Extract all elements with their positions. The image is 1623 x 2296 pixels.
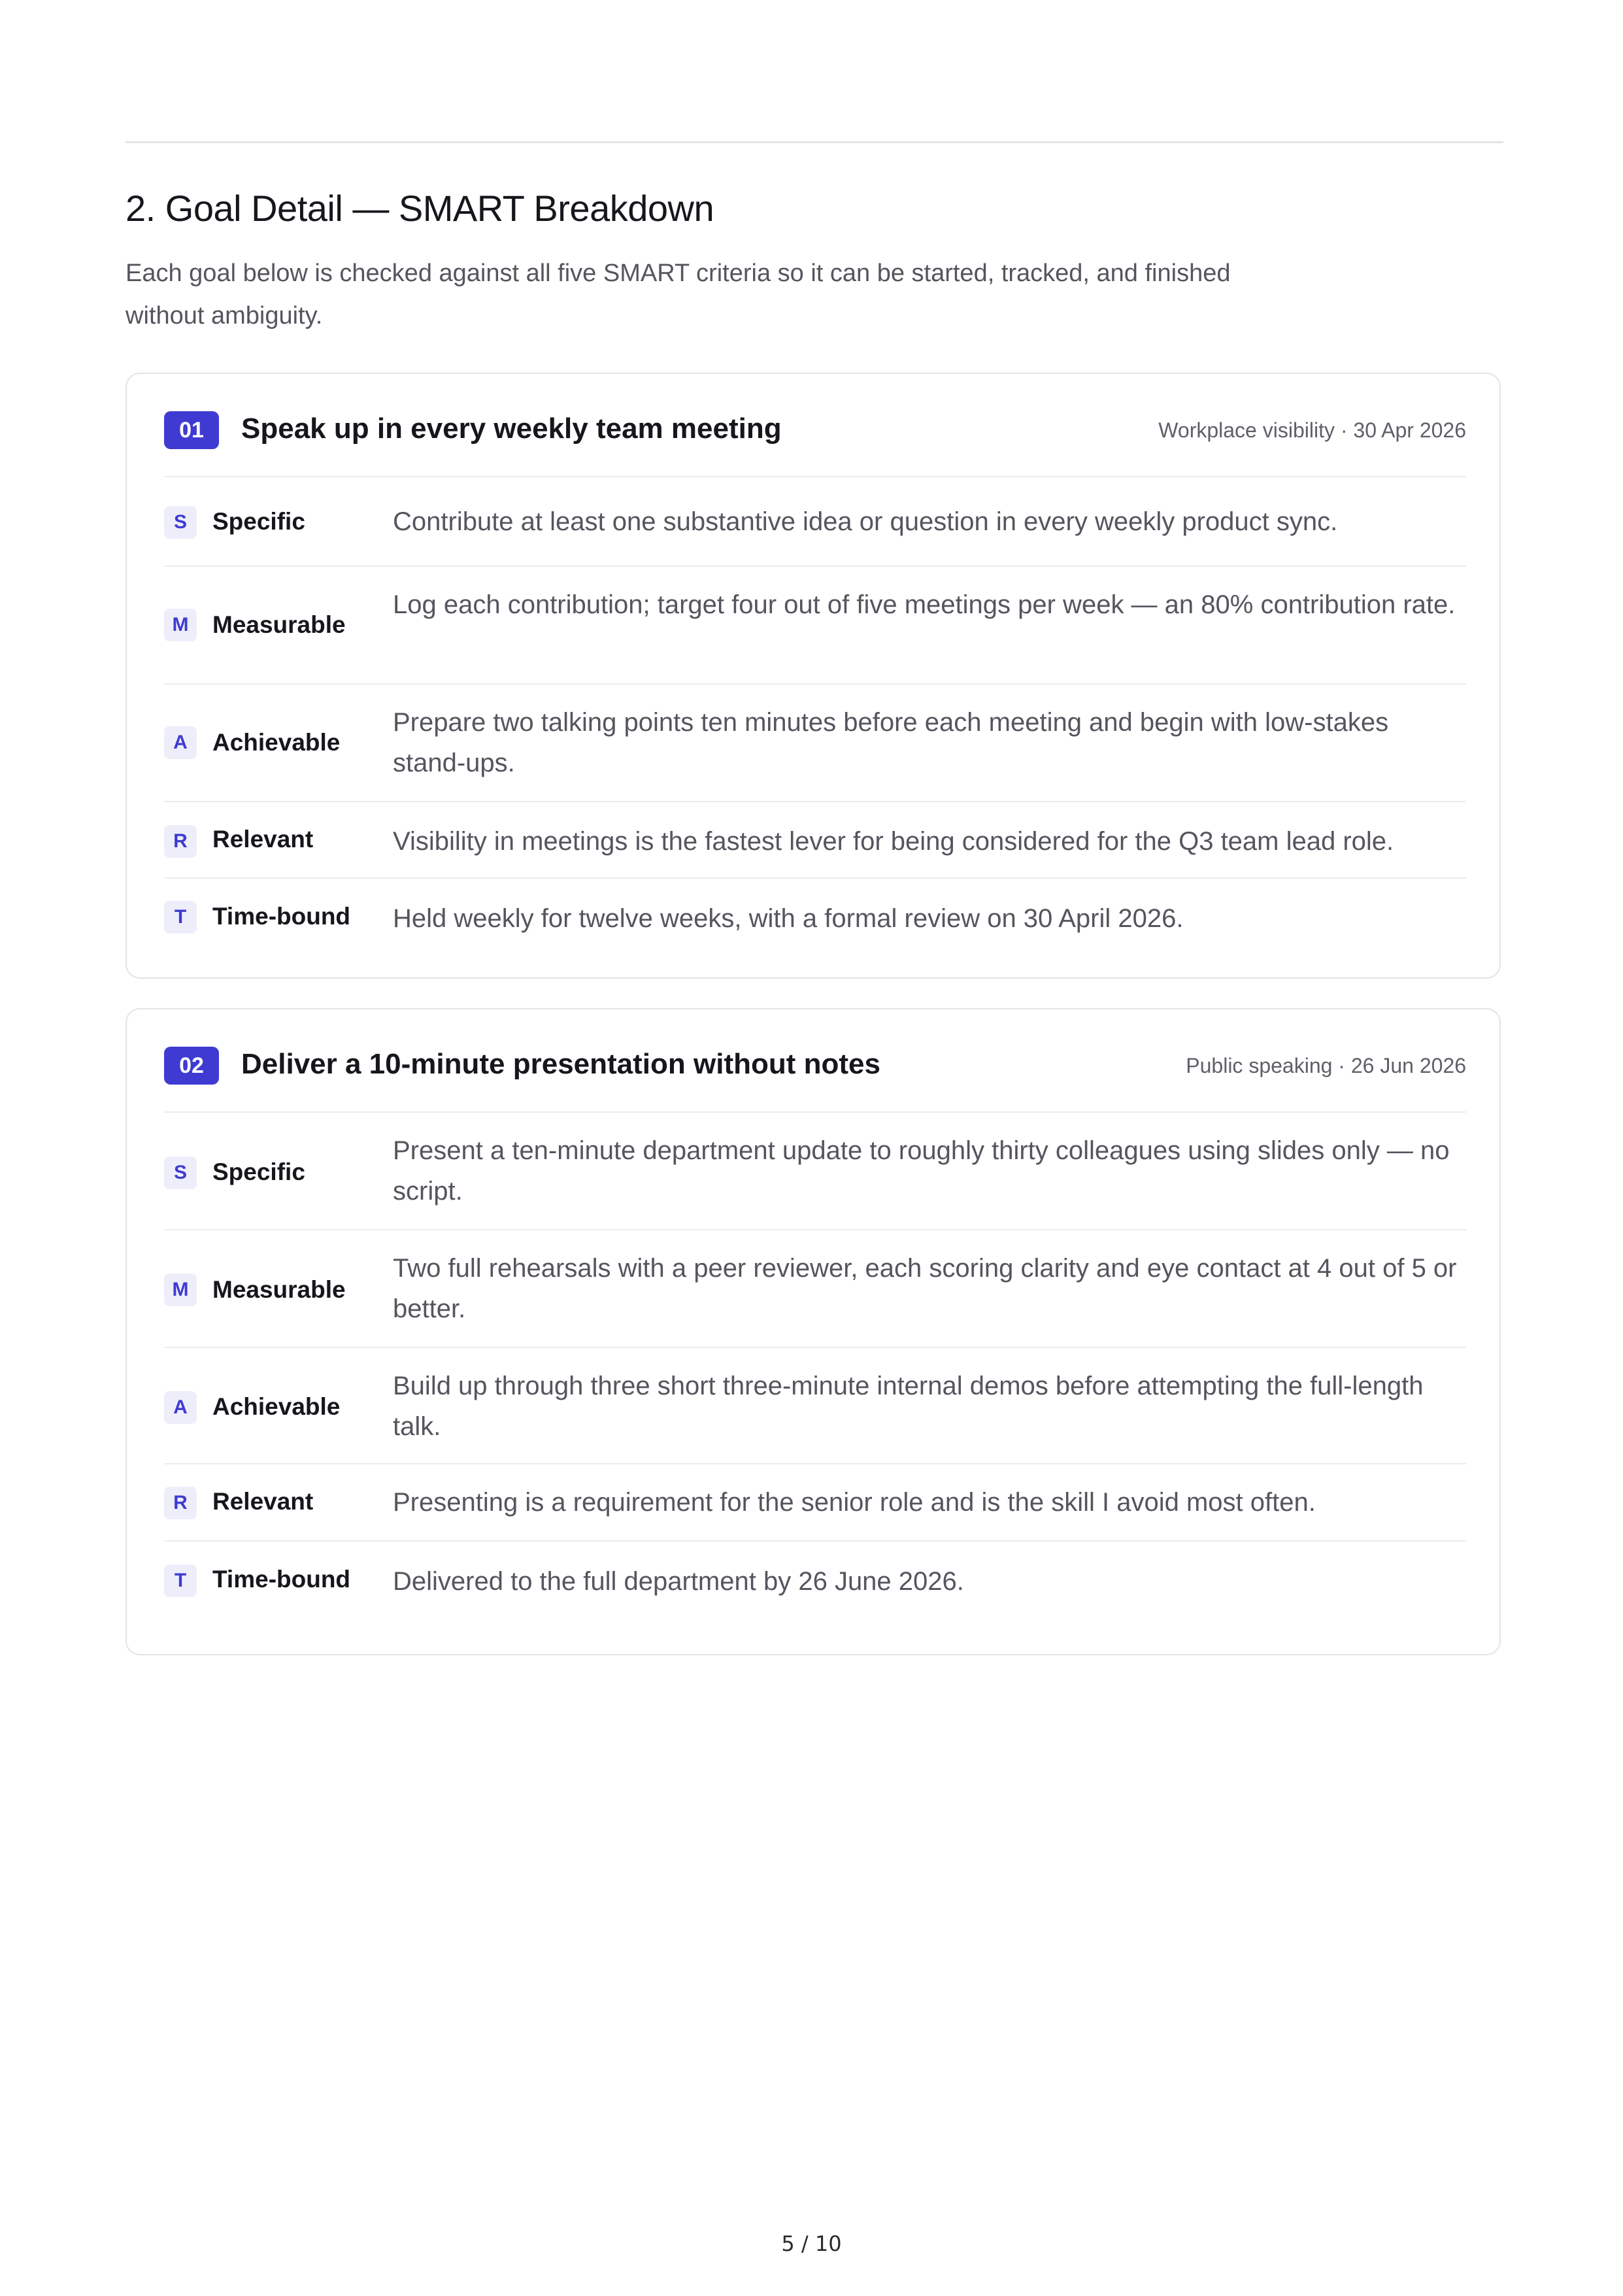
criterion-label: Time-bound (212, 1566, 351, 1593)
criterion-text: Delivered to the full department by 26 June 2026. (393, 1567, 964, 1596)
criterion-row-specific (164, 477, 1466, 567)
page-number: 5 / 10 (781, 2231, 842, 2256)
goal-number-badge: 01 (164, 411, 219, 449)
criterion-letter-badge: R (164, 825, 197, 858)
criterion-letter-badge: A (164, 726, 197, 759)
goal-title: Speak up in every weekly team meeting (241, 413, 782, 445)
criterion-letter-badge: S (164, 1156, 197, 1189)
criterion-label: Specific (212, 508, 305, 535)
section-title: 2. Goal Detail — SMART Breakdown (125, 188, 714, 229)
criterion-text: Held weekly for twelve weeks, with a formal review on 30 April 2026. (393, 904, 1184, 933)
criterion-row-achievable (164, 1348, 1466, 1464)
criterion-label: Achievable (212, 729, 341, 756)
criterion-row-specific (164, 1113, 1466, 1230)
criterion-row-achievable (164, 684, 1466, 802)
criterion-row-relevant (164, 802, 1466, 879)
goal-card-01 (125, 373, 1501, 979)
criterion-label: Specific (212, 1158, 305, 1185)
criterion-label: Measurable (212, 1276, 346, 1303)
goal-meta: Workplace visibility · 30 Apr 2026 (1158, 418, 1466, 442)
criterion-letter-badge: M (164, 1274, 197, 1306)
goal-header (164, 374, 1466, 477)
criterion-row-relevant (164, 1464, 1466, 1542)
criterion-text: Log each contribution; target four out of five meetings per week — an 80% contribution rate. (393, 590, 1456, 619)
criterion-text: Visibility in meetings is the fastest lever for being considered for the Q3 team lead role. (393, 827, 1394, 856)
criterion-label: Measurable (212, 611, 346, 638)
top-divider (125, 141, 1503, 143)
section-intro: Each goal below is checked against all five SMART criteria so it can be started, tracked, and finished without ambiguity. (125, 260, 1231, 329)
criterion-label: Achievable (212, 1393, 341, 1420)
criterion-letter-badge: A (164, 1391, 197, 1424)
criterion-letter-badge: S (164, 506, 197, 539)
criterion-letter-badge: T (164, 1564, 197, 1597)
criterion-text: Build up through three short three-minute internal demos before attempting the full-length talk. (393, 1372, 1424, 1441)
criterion-label: Relevant (212, 826, 314, 853)
goal-number-badge: 02 (164, 1047, 219, 1085)
criterion-row-time-bound (164, 879, 1466, 964)
criterion-row-measurable (164, 1230, 1466, 1348)
criterion-letter-badge: M (164, 609, 197, 641)
criterion-label: Time-bound (212, 903, 351, 930)
goal-header (164, 1009, 1466, 1113)
criterion-row-time-bound (164, 1542, 1466, 1633)
criterion-label: Relevant (212, 1488, 314, 1515)
criterion-text: Contribute at least one substantive idea or question in every weekly product sync. (393, 507, 1338, 536)
criterion-text: Two full rehearsals with a peer reviewer, each scoring clarity and eye contact at 4 out of 5 or better. (393, 1254, 1457, 1323)
criterion-text: Present a ten-minute department update to roughly thirty colleagues using slides only — no script. (393, 1136, 1450, 1206)
criterion-letter-badge: T (164, 901, 197, 934)
criterion-text: Prepare two talking points ten minutes before each meeting and begin with low-stakes stand-ups. (393, 708, 1389, 777)
goal-card-02 (125, 1008, 1501, 1655)
goal-meta: Public speaking · 26 Jun 2026 (1186, 1054, 1466, 1077)
criterion-letter-badge: R (164, 1487, 197, 1519)
goal-title: Deliver a 10-minute presentation without notes (241, 1048, 880, 1080)
criterion-row-measurable (164, 567, 1466, 684)
criterion-text: Presenting is a requirement for the senior role and is the skill I avoid most often. (393, 1488, 1316, 1517)
